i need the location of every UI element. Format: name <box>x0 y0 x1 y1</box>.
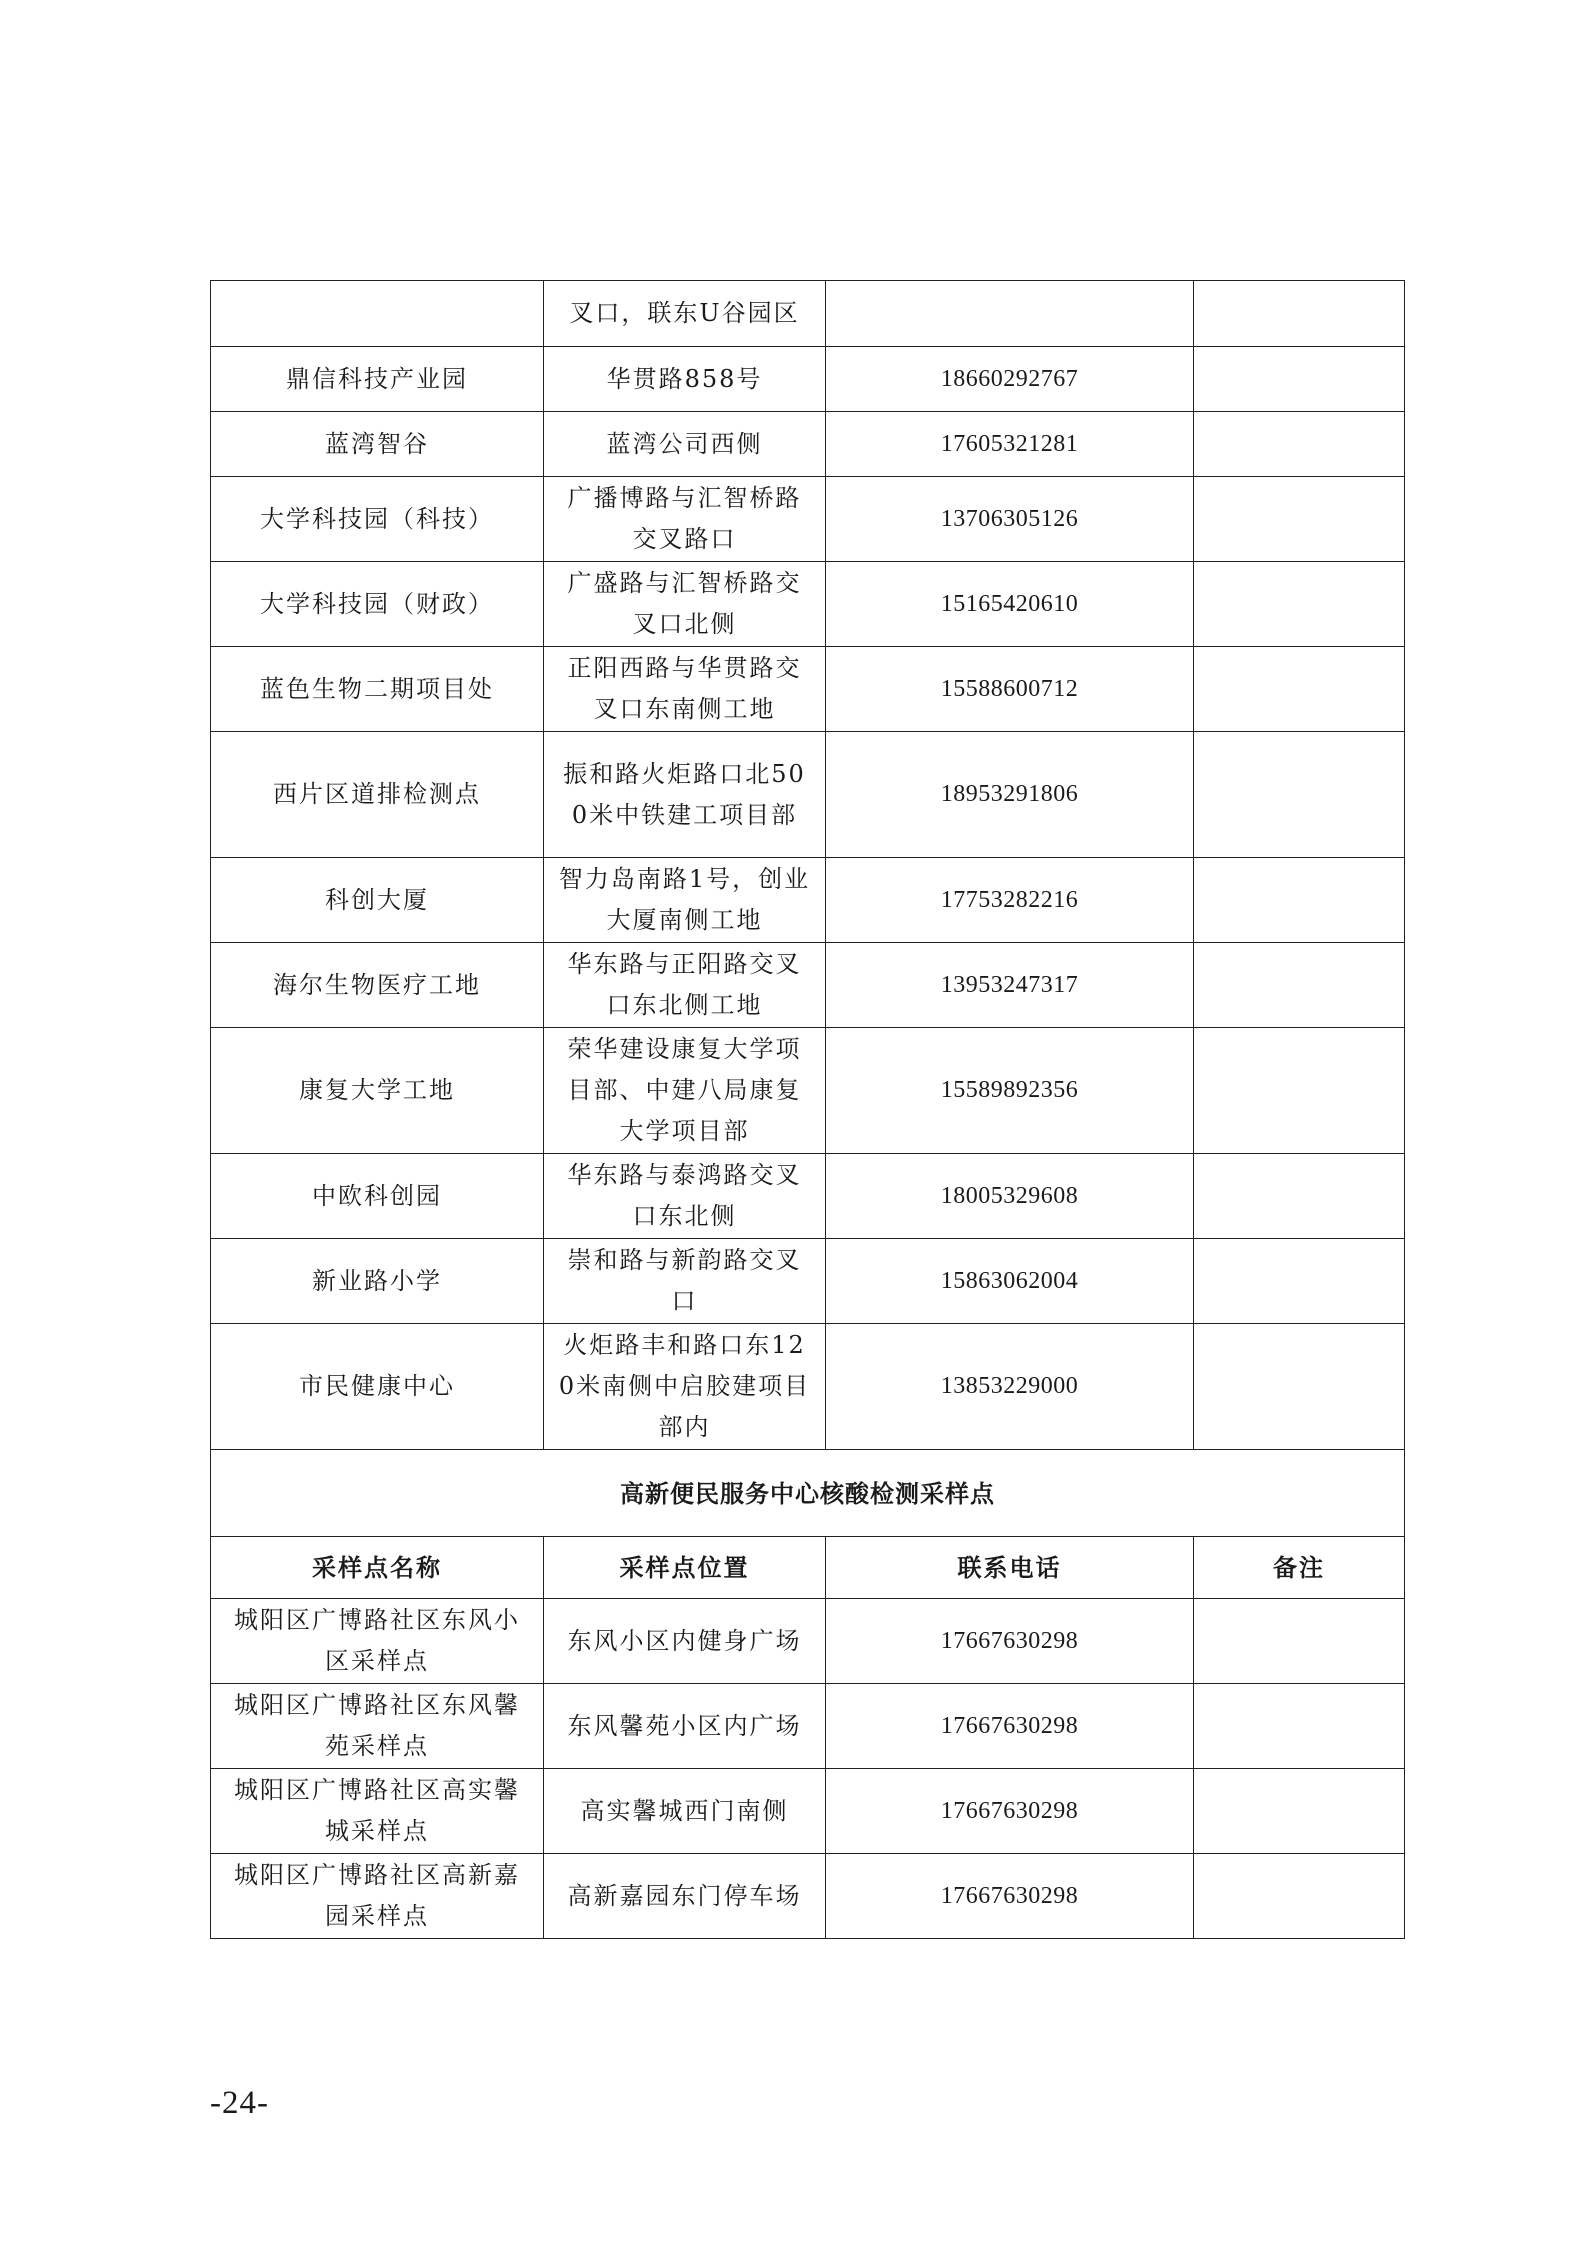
table-row <box>211 1684 1405 1769</box>
remark-cell <box>1194 1769 1405 1854</box>
site-location-cell: 广盛路与汇智桥路交叉口北侧 <box>544 562 826 647</box>
phone-cell <box>826 281 1194 347</box>
header-remark: 备注 <box>1194 1537 1405 1599</box>
phone-cell: 13953247317 <box>826 943 1194 1028</box>
remark-cell <box>1194 1239 1405 1324</box>
table-row <box>211 1239 1405 1324</box>
remark-cell <box>1194 1154 1405 1239</box>
phone-cell: 18005329608 <box>826 1154 1194 1239</box>
phone-cell: 17753282216 <box>826 858 1194 943</box>
site-name-cell: 中欧科创园 <box>211 1154 544 1239</box>
table-row <box>211 562 1405 647</box>
table-row <box>211 1854 1405 1939</box>
phone-cell: 17667630298 <box>826 1599 1194 1684</box>
site-name-cell: 蓝湾智谷 <box>211 412 544 477</box>
section-title: 高新便民服务中心核酸检测采样点 <box>211 1450 1405 1537</box>
remark-cell <box>1194 1028 1405 1154</box>
table-row <box>211 1324 1405 1450</box>
remark-cell <box>1194 858 1405 943</box>
site-name-cell: 城阳区广博路社区东风小区采样点 <box>211 1599 544 1684</box>
site-location-cell: 智力岛南路1号，创业大厦南侧工地 <box>544 858 826 943</box>
sampling-points-table <box>210 280 1405 1939</box>
header-site-location: 采样点位置 <box>544 1537 826 1599</box>
remark-cell <box>1194 943 1405 1028</box>
remark-cell <box>1194 732 1405 858</box>
header-site-name: 采样点名称 <box>211 1537 544 1599</box>
remark-cell <box>1194 281 1405 347</box>
table-row <box>211 1599 1405 1684</box>
site-location-cell: 振和路火炬路口北500米中铁建工项目部 <box>544 732 826 858</box>
site-name-cell <box>211 281 544 347</box>
site-name-cell: 大学科技园（科技） <box>211 477 544 562</box>
phone-cell: 15165420610 <box>826 562 1194 647</box>
table-row <box>211 647 1405 732</box>
phone-cell: 17667630298 <box>826 1854 1194 1939</box>
remark-cell <box>1194 1599 1405 1684</box>
table-row <box>211 477 1405 562</box>
site-location-cell: 高实馨城西门南侧 <box>544 1769 826 1854</box>
site-name-cell: 康复大学工地 <box>211 1028 544 1154</box>
site-location-cell: 荣华建设康复大学项目部、中建八局康复大学项目部 <box>544 1028 826 1154</box>
remark-cell <box>1194 1854 1405 1939</box>
remark-cell <box>1194 412 1405 477</box>
phone-cell: 15863062004 <box>826 1239 1194 1324</box>
table-row <box>211 943 1405 1028</box>
site-name-cell: 大学科技园（财政） <box>211 562 544 647</box>
table-row <box>211 281 1405 347</box>
site-name-cell: 城阳区广博路社区东风馨苑采样点 <box>211 1684 544 1769</box>
site-name-cell: 海尔生物医疗工地 <box>211 943 544 1028</box>
site-location-cell: 蓝湾公司西侧 <box>544 412 826 477</box>
phone-cell: 17605321281 <box>826 412 1194 477</box>
site-location-cell: 华东路与正阳路交叉口东北侧工地 <box>544 943 826 1028</box>
remark-cell <box>1194 477 1405 562</box>
site-location-cell: 广播博路与汇智桥路交叉路口 <box>544 477 826 562</box>
phone-cell: 17667630298 <box>826 1769 1194 1854</box>
phone-cell: 13706305126 <box>826 477 1194 562</box>
phone-cell: 15588600712 <box>826 647 1194 732</box>
site-location-cell: 火炬路丰和路口东120米南侧中启胶建项目部内 <box>544 1324 826 1450</box>
phone-cell: 18953291806 <box>826 732 1194 858</box>
remark-cell <box>1194 1684 1405 1769</box>
site-name-cell: 西片区道排检测点 <box>211 732 544 858</box>
site-location-cell: 东风馨苑小区内广场 <box>544 1684 826 1769</box>
site-location-cell: 华东路与泰鸿路交叉口东北侧 <box>544 1154 826 1239</box>
site-location-cell: 东风小区内健身广场 <box>544 1599 826 1684</box>
page-number: -24- <box>210 2085 269 2121</box>
table-row <box>211 858 1405 943</box>
site-location-cell: 华贯路858号 <box>544 347 826 412</box>
site-name-cell: 城阳区广博路社区高新嘉园采样点 <box>211 1854 544 1939</box>
table-row <box>211 1769 1405 1854</box>
phone-cell: 13853229000 <box>826 1324 1194 1450</box>
site-name-cell: 蓝色生物二期项目处 <box>211 647 544 732</box>
table-row <box>211 732 1405 858</box>
phone-cell: 17667630298 <box>826 1684 1194 1769</box>
phone-cell: 15589892356 <box>826 1028 1194 1154</box>
remark-cell <box>1194 347 1405 412</box>
site-location-cell: 高新嘉园东门停车场 <box>544 1854 826 1939</box>
phone-cell: 18660292767 <box>826 347 1194 412</box>
site-name-cell: 鼎信科技产业园 <box>211 347 544 412</box>
remark-cell <box>1194 562 1405 647</box>
table-row <box>211 1028 1405 1154</box>
table-row <box>211 347 1405 412</box>
site-name-cell: 城阳区广博路社区高实馨城采样点 <box>211 1769 544 1854</box>
table-header-row <box>211 1537 1405 1599</box>
site-location-cell: 叉口，联东U谷园区 <box>544 281 826 347</box>
site-location-cell: 崇和路与新韵路交叉口 <box>544 1239 826 1324</box>
site-location-cell: 正阳西路与华贯路交叉口东南侧工地 <box>544 647 826 732</box>
table-row <box>211 412 1405 477</box>
remark-cell <box>1194 647 1405 732</box>
site-name-cell: 科创大厦 <box>211 858 544 943</box>
header-phone: 联系电话 <box>826 1537 1194 1599</box>
site-name-cell: 新业路小学 <box>211 1239 544 1324</box>
section-title-row <box>211 1450 1405 1537</box>
site-name-cell: 市民健康中心 <box>211 1324 544 1450</box>
remark-cell <box>1194 1324 1405 1450</box>
table-row <box>211 1154 1405 1239</box>
